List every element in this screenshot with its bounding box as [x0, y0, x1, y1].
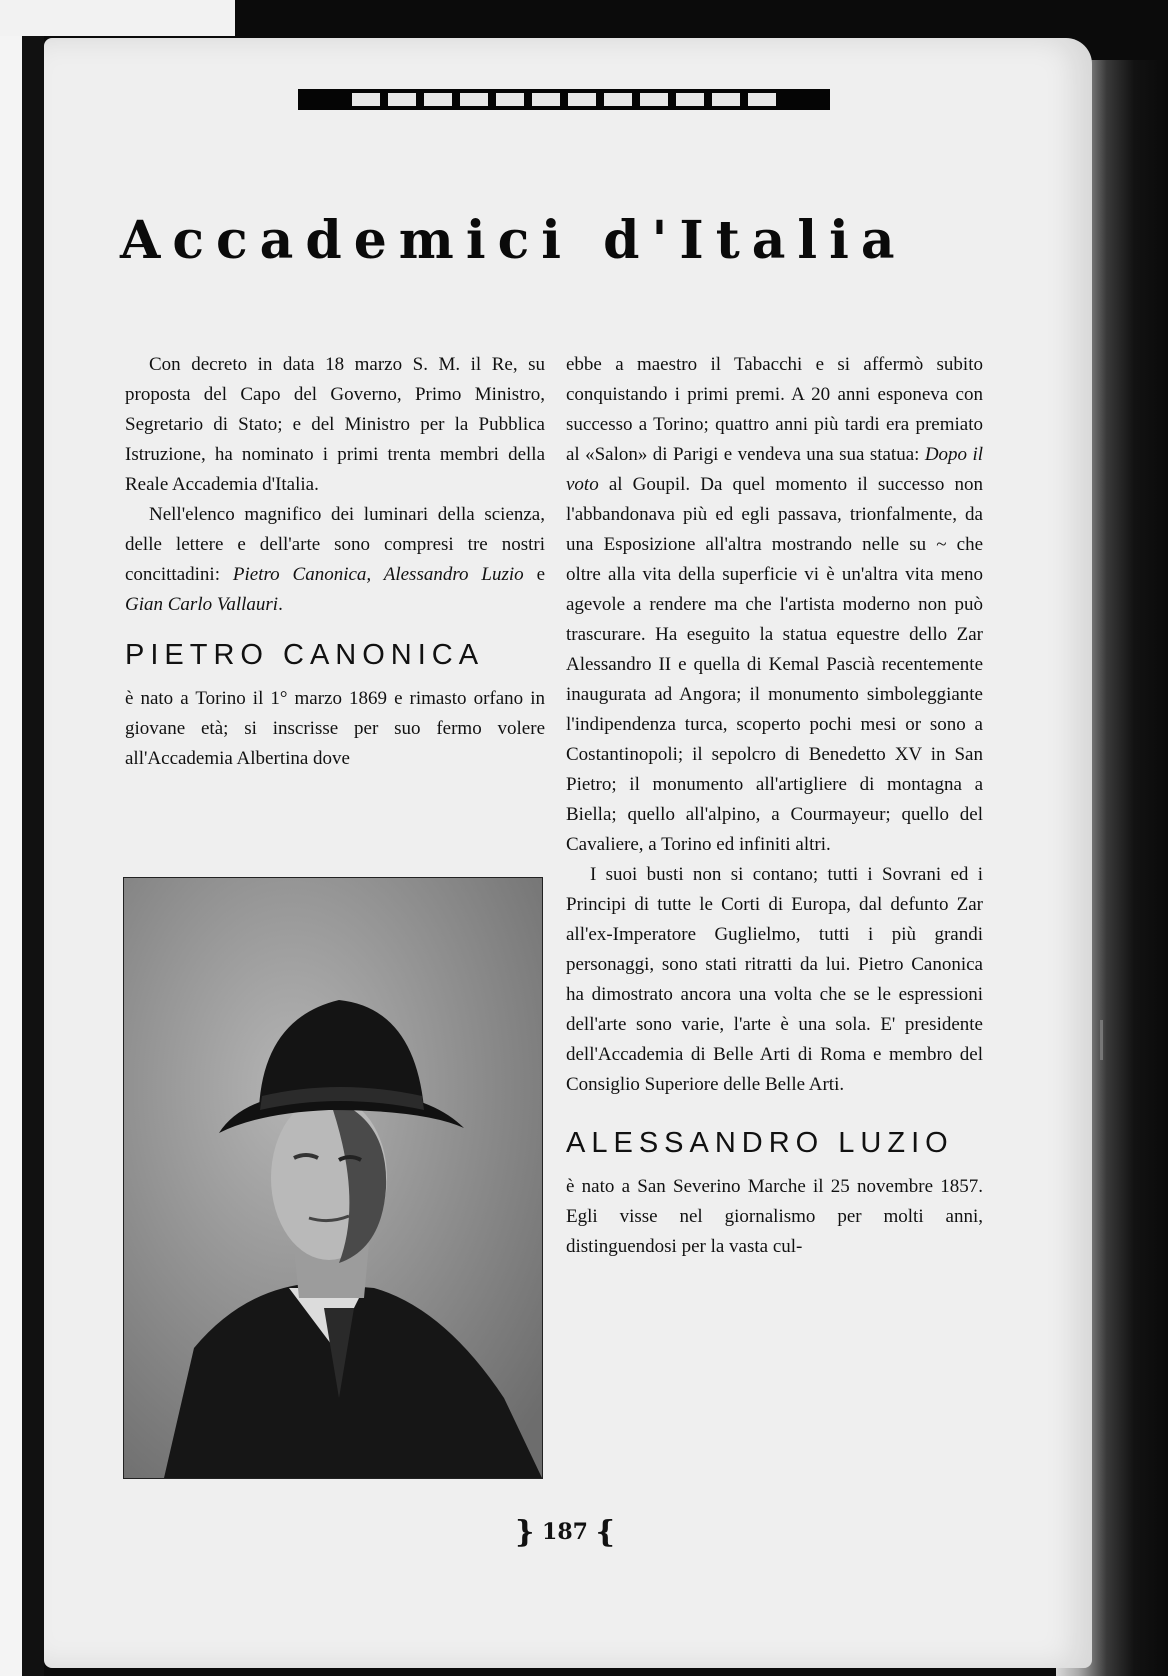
page-number-value: 187: [542, 1519, 588, 1545]
named-academicians: Pietro Canonica, Alessandro Luzio: [232, 564, 524, 585]
canonica-paragraph-2: I suoi busti non si contano; tutti i Sovrani ed i Principi di tutte le Corti di Europa, dal defunto Zar all'ex-Imperatore Guglielmo, tutti i più grandi personaggi, sono stati ritratti da lui. Pietro Canonica ha dimostrato ancora una volta che se le espressioni dell'arte sono varie, l'arte è una sola. E' presidente dell'Accademia di Belle Arti di Roma e membro del Consiglio Superiore delle Belle Arti.: [566, 864, 983, 1095]
named-academician-last: Gian Carlo Vallauri: [125, 594, 279, 615]
left-column: [125, 350, 545, 774]
folio-ornament-right-icon: {: [595, 1515, 615, 1550]
portrait-photo-pietro-canonica: [123, 877, 543, 1479]
intro-paragraph-1: Con decreto in data 18 marzo S. M. il Re, su proposta del Capo del Governo, Primo Ministro, Segretario di Stato; e del Ministro per la Pubblica Istruzione, ha nominato i primi trenta membri della Reale Accademia d'Italia.: [125, 354, 545, 495]
scan-corner: [0, 0, 235, 36]
artwork-title: Dopo il voto: [566, 444, 984, 495]
canonica-paragraph-1-continued: ebbe a maestro il Tabacchi e si affermò subito conquistando i primi premi. A 20 anni esponeva con successo a Torino; quattro anni più tardi era premiato al «Salon» di Parigi e vendeva una sua statua: Dopo il voto al Goupil. Da quel momento il successo non l'abbandonava più ed egli passava, trionfalmente, da una Esposizione all'altra mostrando nelle su ~ che oltre alla vita della superficie vi è un'altra vita meno agevole a rendere ma che l'artista moderno non può trascurare. Ha eseguito la statua equestre dello Zar Alessandro II e quella di Kemal Pascià recentemente inaugurata ad Angora; il monumento simboleggiante l'indipendenza turca, scoperto pochi mesi or sono a Costantinopoli; il sepolcro di Benedetto XV in San Pietro; il monumento all'artigliere di montagna a Biella; quello all'alpino, a Courmayeur; quello del Cavaliere, a Torino ed infiniti altri.: [566, 354, 984, 855]
section-heading-luzio: ALESSANDRO LUZIO: [566, 1127, 954, 1159]
scan-left-edge: [22, 36, 44, 1676]
section-heading-canonica: PIETRO CANONICA: [125, 639, 485, 671]
scan-left-margin: [0, 36, 22, 1676]
right-column: [566, 350, 983, 1262]
article-title: Accademici d'Italia: [120, 210, 907, 271]
folio-ornament-left-icon: }: [515, 1515, 535, 1550]
spine-ridge: [1100, 1020, 1103, 1060]
page-number: [510, 1515, 620, 1550]
canonica-paragraph-1: è nato a Torino il 1° marzo 1869 e rimasto orfano in giovane età; si inscrisse per suo fermo volere all'Accademia Albertina dove: [125, 688, 545, 769]
portrait-image: [124, 878, 542, 1478]
running-header-banner: [298, 89, 830, 110]
luzio-paragraph-1: è nato a San Severino Marche il 25 novembre 1857. Egli visse nel giornalismo per molti anni, distinguendosi per la vasta cul-: [566, 1176, 983, 1257]
intro-paragraph-2: Nell'elenco magnifico dei luminari della scienza, delle lettere e dell'arte sono compresi tre nostri concittadini: Pietro Canonica, Alessandro Luzio e Gian Carlo Vallauri.: [125, 504, 545, 615]
